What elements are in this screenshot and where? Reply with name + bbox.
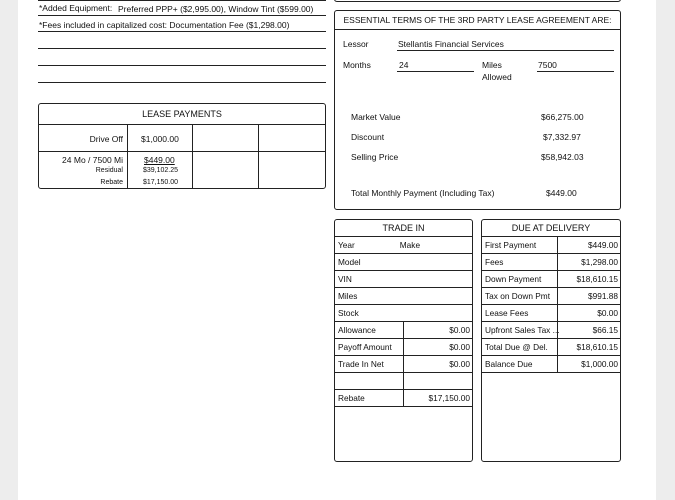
- miles-allowed-label: Miles: [482, 60, 502, 70]
- lease-payments-box: [38, 103, 326, 189]
- fees-rule: [38, 31, 326, 32]
- due-row-value-cell: [558, 339, 621, 356]
- due-row-label: Total Due @ Del.: [485, 342, 548, 352]
- document-page: [18, 0, 656, 500]
- trade-rebate-value-cell: [404, 390, 473, 407]
- due-row-label-cell: [482, 322, 558, 339]
- trade-stock-label: Stock: [338, 308, 359, 318]
- trade-miles-label: Miles: [338, 291, 358, 301]
- lessor-underline: [397, 50, 614, 51]
- due-row-label-cell: [482, 254, 558, 271]
- due-row-label-cell: [482, 339, 558, 356]
- due-row-value: $18,610.15: [576, 342, 618, 352]
- due-row-label-cell: [482, 237, 558, 254]
- due-row-value-cell: [558, 305, 621, 322]
- trade-vin-cell: [335, 271, 473, 288]
- due-row-label: Fees: [485, 257, 504, 267]
- essential-terms-box: [334, 10, 621, 210]
- residual-value: $39,102.25: [143, 167, 179, 174]
- trade-rebate-label: Rebate: [338, 393, 365, 403]
- trade-model-cell: [335, 254, 473, 271]
- added-equipment-label: *Added Equipment:: [39, 3, 113, 13]
- grid-col-3: [258, 125, 259, 189]
- total-monthly-value: $449.00: [546, 188, 577, 198]
- rebate-label: Rebate: [100, 179, 123, 186]
- due-row-label-cell: [482, 305, 558, 322]
- trade-vin-label: VIN: [338, 274, 352, 284]
- due-row-value: $1,000.00: [581, 359, 618, 369]
- due-row-label: Upfront Sales Tax ...: [485, 325, 560, 335]
- grid-col-2: [192, 125, 193, 189]
- trade-stock-cell: [335, 305, 473, 322]
- due-row-value: $18,610.15: [576, 274, 618, 284]
- months-label: Months: [343, 60, 371, 70]
- trade-miles-cell: [335, 288, 473, 305]
- due-row-label: Lease Fees: [485, 308, 529, 318]
- due-row-value: $66.15: [592, 325, 618, 335]
- trade-net-value: $0.00: [449, 359, 470, 369]
- due-row-value-cell: [558, 237, 621, 254]
- grid-row-divider: [39, 151, 325, 152]
- due-row-value: $449.00: [588, 240, 618, 250]
- due-row-label-cell: [482, 271, 558, 288]
- lease-payments-title: LEASE PAYMENTS: [142, 109, 222, 119]
- trade-net-value-cell: [404, 356, 473, 373]
- due-row-value-cell: [558, 271, 621, 288]
- market-value-label: Market Value: [351, 112, 401, 122]
- miles-allowed-label-2: Allowed: [482, 72, 512, 82]
- trade-in-box: [334, 219, 473, 462]
- miles-allowed-value: 7500: [538, 60, 557, 70]
- lease-term-label: 24 Mo / 7500 Mi: [62, 155, 123, 165]
- trade-make-label: Make: [399, 240, 421, 250]
- trade-payoff-label: Payoff Amount: [338, 342, 392, 352]
- blank-rule-2: [38, 65, 326, 66]
- essential-title-rule: [335, 29, 620, 30]
- trade-year-label: Year: [338, 240, 355, 250]
- trade-allowance-value: $0.00: [449, 325, 470, 335]
- discount-value: $7,332.97: [543, 132, 581, 142]
- lease-payments-grid: [39, 124, 325, 188]
- trade-allowance-label-cell: [335, 322, 404, 339]
- rebate-value: $17,150.00: [143, 179, 179, 186]
- selling-price-value: $58,942.03: [541, 152, 584, 162]
- trade-allowance-label: Allowance: [338, 325, 376, 335]
- trade-rebate-value: $17,150.00: [428, 393, 470, 403]
- due-row-value-cell: [558, 322, 621, 339]
- due-row-value-cell: [558, 254, 621, 271]
- due-row-value-cell: [558, 356, 621, 373]
- residual-label: Residual: [95, 167, 123, 174]
- miles-underline: [537, 71, 614, 72]
- trade-allowance-value-cell: [404, 322, 473, 339]
- trade-blank-value-cell: [404, 373, 473, 390]
- due-row-label: Balance Due: [485, 359, 533, 369]
- trade-net-label: Trade In Net: [338, 359, 384, 369]
- upper-right-box: [334, 0, 621, 2]
- total-monthly-label: Total Monthly Payment (Including Tax): [351, 188, 495, 198]
- trade-blank-label-cell: [335, 373, 404, 390]
- grid-col-1: [127, 125, 128, 189]
- trade-rebate-label-cell: [335, 390, 404, 407]
- trade-in-title: TRADE IN: [382, 223, 425, 233]
- due-row-label: Down Payment: [485, 274, 542, 284]
- due-row-value: $991.88: [588, 291, 618, 301]
- trade-payoff-label-cell: [335, 339, 404, 356]
- blank-rule-1: [38, 48, 326, 49]
- market-value: $66,275.00: [541, 112, 584, 122]
- due-row-value: $1,298.00: [581, 257, 618, 267]
- lessor-label: Lessor: [343, 39, 369, 49]
- due-row-label-cell: [482, 356, 558, 373]
- due-row-label: First Payment: [485, 240, 537, 250]
- drive-off-value: $1,000.00: [141, 134, 179, 144]
- discount-label: Discount: [351, 132, 385, 142]
- equipment-rule: [38, 15, 326, 16]
- blank-rule-3: [38, 82, 326, 83]
- monthly-payment-value: $449.00: [144, 155, 175, 165]
- trade-net-label-cell: [335, 356, 404, 373]
- added-equipment-value: Preferred PPP+ ($2,995.00), Window Tint ($599.00): [118, 4, 314, 14]
- trade-year-cell: [335, 237, 473, 254]
- top-rule: [38, 0, 326, 1]
- trade-payoff-value: $0.00: [449, 342, 470, 352]
- due-row-value: $0.00: [597, 308, 618, 318]
- months-value: 24: [399, 60, 409, 70]
- months-underline: [397, 71, 474, 72]
- fees-note: *Fees included in capitalized cost: Documentation Fee ($1,298.00): [39, 20, 290, 30]
- due-row-value-cell: [558, 288, 621, 305]
- due-at-delivery-title: DUE AT DELIVERY: [511, 223, 591, 233]
- due-at-delivery-box: [481, 219, 621, 462]
- due-row-label-cell: [482, 288, 558, 305]
- trade-model-label: Model: [338, 257, 361, 267]
- selling-price-label: Selling Price: [351, 152, 399, 162]
- due-row-label: Tax on Down Pmt: [485, 291, 551, 301]
- lessor-value: Stellantis Financial Services: [398, 39, 504, 49]
- drive-off-label: Drive Off: [89, 134, 123, 144]
- essential-terms-title: ESSENTIAL TERMS OF THE 3RD PARTY LEASE AGREEMENT ARE:: [343, 15, 612, 25]
- trade-payoff-value-cell: [404, 339, 473, 356]
